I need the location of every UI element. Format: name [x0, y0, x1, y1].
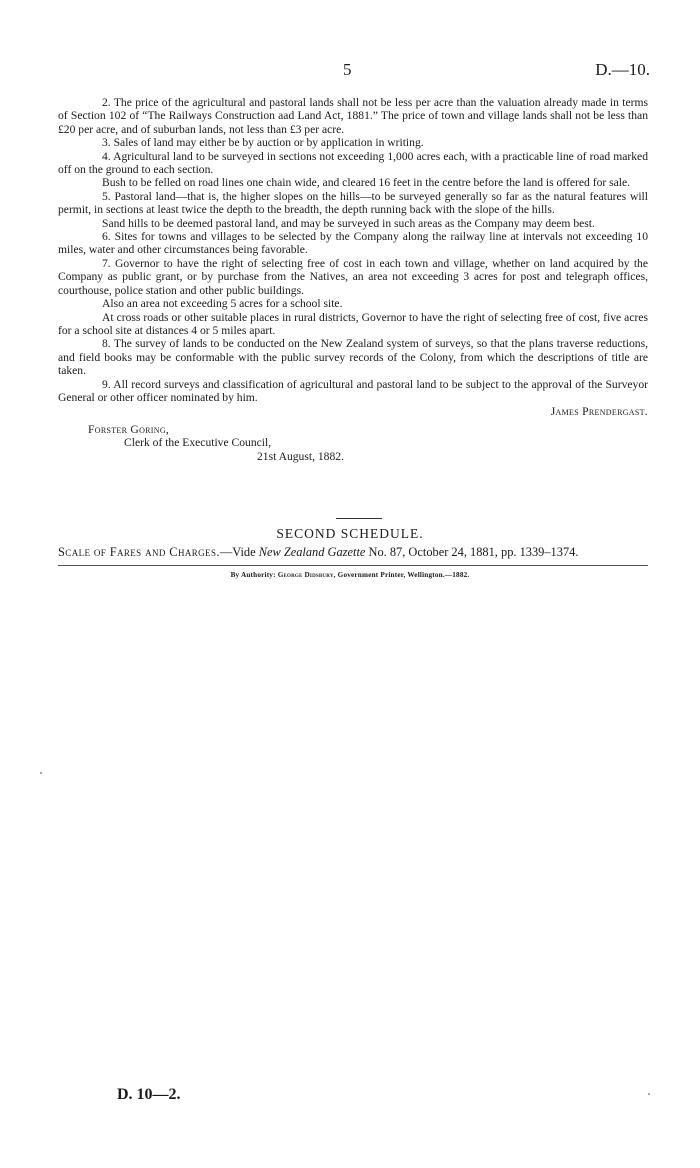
paragraph-school-site: Also an area not exceeding 5 acres for a school site.	[102, 297, 343, 311]
section-divider	[336, 518, 382, 519]
paragraph-2: 2. The price of the agricultural and pastoral lands shall not be less per acre than the valuation already made in terms of Section 102 of “The Railways Construction aad Land Act, 1881.” The price of town and village lands shall not be less than £20 per acre, and of suburban lands, not less than £3 per acre.	[58, 96, 648, 136]
paragraph-cross-roads: At cross roads or other suitable places in rural districts, Governor to have the right of selecting free of cost, five acres for a school site at distances 4 or 5 miles apart.	[58, 310, 648, 337]
imprint-prefix: By Authority:	[230, 571, 278, 579]
printer-name: George Didsbury	[277, 571, 334, 579]
page-number: 5	[343, 60, 352, 79]
paragraph-6: 6. Sites for towns and villages to be selected by the Company along the railway line at intervals not exceeding 10 miles, water and other circumstances being favorable.	[58, 230, 648, 257]
document-reference: D.—10.	[595, 60, 650, 79]
scale-of-fares-line	[58, 545, 648, 560]
paragraph-5: 5. Pastoral land—that is, the higher slopes on the hills—to be surveyed generally so far as the natural features will permit, in sections at least twice the depth to the breadth, the depth running back with the slope of the hills.	[58, 189, 648, 217]
footer-document-reference: D. 10—2.	[117, 1086, 181, 1103]
gazette-reference: No. 87, October 24, 1881, pp. 1339–1374.	[365, 545, 579, 559]
paragraph-7: 7. Governor to have the right of selecting free of cost in each town and village, whether on land acquired by the Company as public grant, or by purchase from the Natives, an area not exceeding 3 acres for post and telegraph offices, courthouse, police station and other public buildings.	[58, 256, 648, 297]
paper-speck	[40, 772, 42, 774]
attestation-block	[58, 423, 648, 463]
printer-imprint	[0, 571, 700, 579]
paragraph-bush: Bush to be felled on road lines one chain wide, and cleared 16 feet in the centre before the land is offered for sale.	[102, 176, 631, 190]
imprint-suffix: , Government Printer, Wellington.—1882.	[333, 571, 470, 579]
paragraph-4: 4. Agricultural land to be surveyed in sections not exceeding 1,000 acres each, with a practicable line of road marked off on the ground to each section.	[58, 149, 648, 177]
schedule-conditions-text	[58, 96, 648, 463]
clerk-title: Clerk of the Executive Council,	[124, 436, 272, 450]
clerk-name: Forster Goring,	[88, 422, 170, 436]
paragraph-9: 9. All record surveys and classification of agricultural and pastoral land to be subject to the approval of the Surveyor General or other officer nominated by him.	[58, 377, 648, 404]
imprint-rule	[58, 565, 648, 566]
paper-speck	[648, 1093, 650, 1095]
gazette-title: New Zealand Gazette	[258, 545, 366, 559]
signatory-name: James Prendergast.	[550, 405, 648, 419]
paragraph-3: 3. Sales of land may either be by auction or by application in writing.	[102, 136, 424, 150]
scale-label: Scale of Fares and Charges.	[58, 545, 220, 559]
paragraph-8: 8. The survey of lands to be conducted on the New Zealand system of surveys, so that the plans traverse reductions, and field books may be conformable with the public survey records of the Colony, from which the descriptions of title are taken.	[58, 337, 648, 378]
attestation-date: 21st August, 1882.	[257, 449, 344, 463]
paragraph-sand-hills: Sand hills to be deemed pastoral land, and may be surveyed in such areas as the Company may deem best.	[102, 216, 595, 230]
vide-prefix: —Vide	[219, 545, 259, 559]
schedule-heading: SECOND SCHEDULE.	[276, 526, 424, 541]
